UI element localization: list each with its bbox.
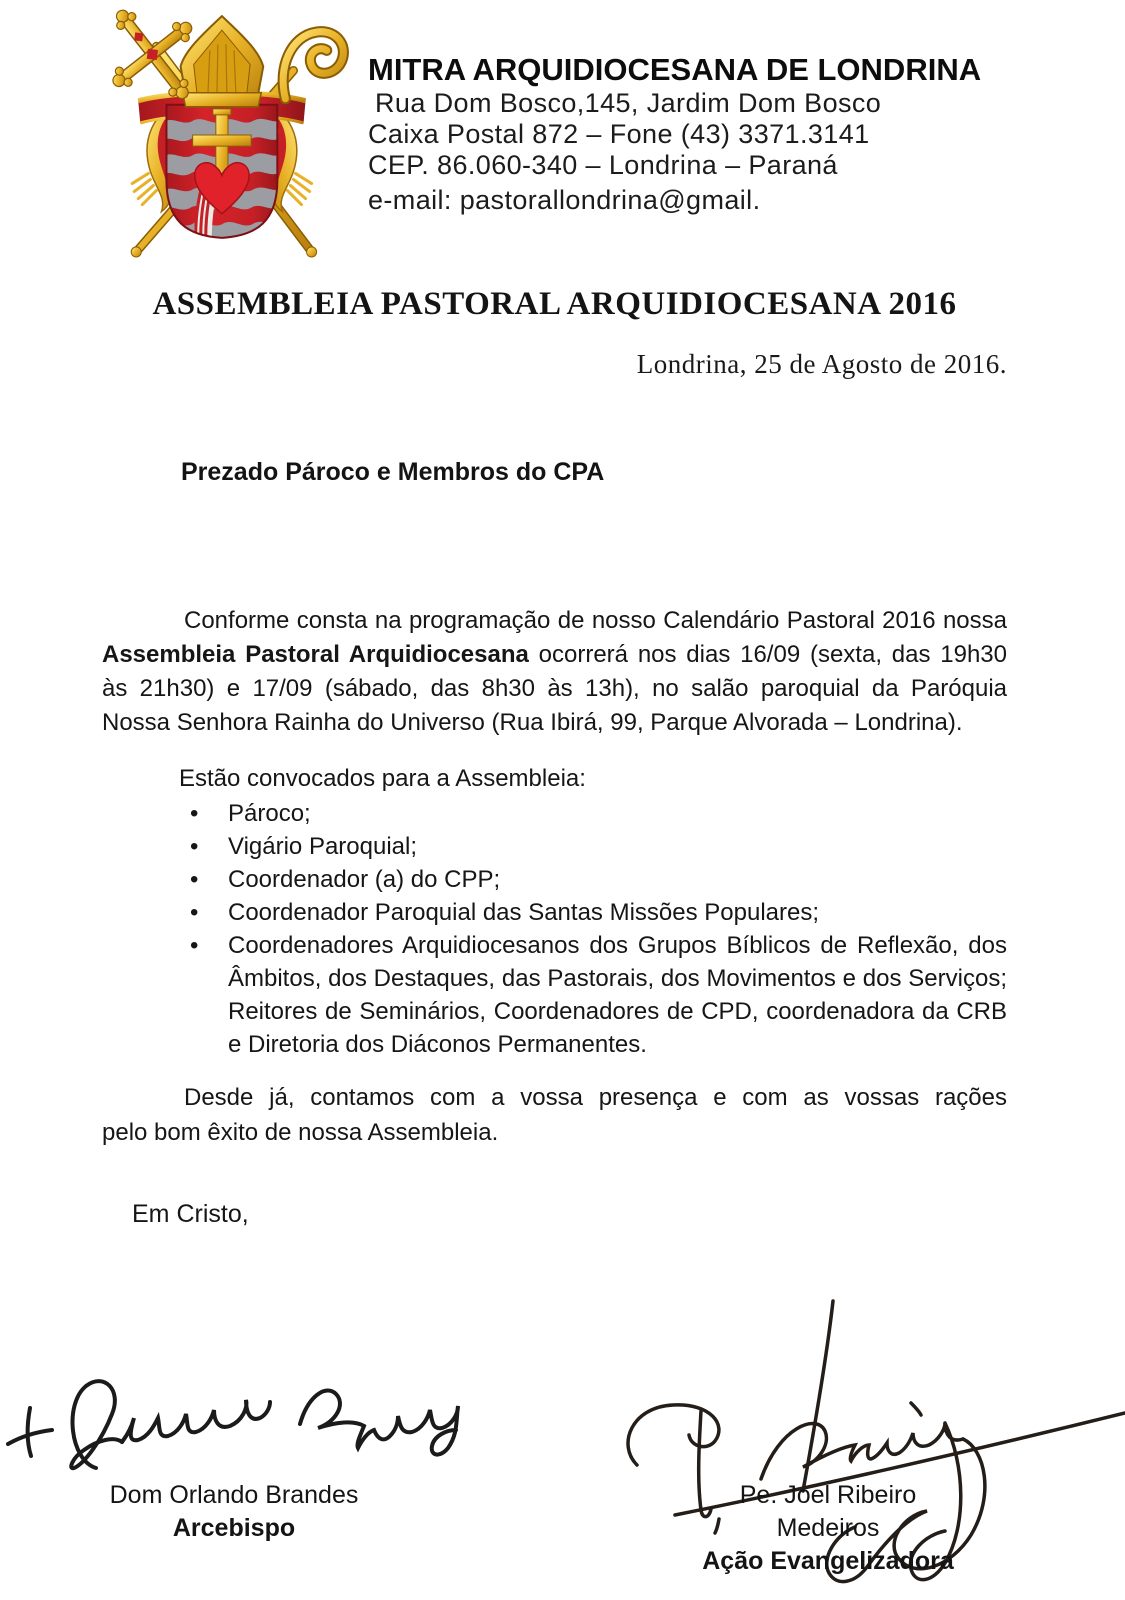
signatory-name: Dom Orlando Brandes [109,1481,359,1509]
list-item [102,830,1007,863]
email-line: e-mail: pastorallondrina@gmail. [368,185,761,215]
closing-line-1: Desde já, contamos com a vossa presença e com as vossas rações [184,1084,1007,1111]
bullet-icon: • [190,866,199,893]
paragraph-lead: Conforme consta na programação de nosso Calendário Pastoral 2016 nossa [184,607,1007,634]
closing-line-2: pelo bom êxito de nossa Assembleia. [102,1119,499,1146]
paragraph-convocation [102,604,1007,740]
address-line-1: Rua Dom Bosco,145, Jardim Dom Bosco [375,88,882,118]
list-intro: Estão convocados para a Assembleia: [179,765,586,792]
list-item-text: Coordenadores Arquidiocesanos dos Grupos Bíblicos de Reflexão, dos Âmbitos, dos Destaques, das Pastorais, dos Movimentos e dos Serviços; Reitores de Seminários, Coordenadores de CPD, coordenadora da CRB e Diretoria dos Diáconos Permanentes. [228,932,1007,1058]
list-item [102,863,1007,896]
list-item [102,929,1007,1061]
valediction: Em Cristo, [132,1200,249,1228]
crozier [283,32,343,99]
list-item [102,896,1007,929]
bullet-icon: • [190,800,199,827]
bullet-icon: • [190,833,199,860]
list-item-text: Coordenador (a) do CPP; [228,866,501,893]
signatory-role: Ação Evangelizadora [702,1547,954,1575]
mitre [181,16,264,107]
list-item-text: Vigário Paroquial; [228,833,418,860]
letterhead [368,52,988,216]
bullet-icon: • [190,932,199,959]
paragraph-rest: ocorrerá nos dias 16/09 (sexta, das 19h30 às 21h30) e 17/09 (sábado, das 8h30 às 13h), no salão paroquial da Paróquia Nossa Senhora Rainha do Universo (Rua Ibirá, 99, Parque Alvorada – Londrina). [102,641,1007,736]
signatory-right [688,1479,968,1578]
dateline: Londrina, 25 de Agosto de 2016. [636,349,1007,379]
salutation: Prezado Pároco e Membros do CPA [181,458,605,486]
address-line-2: Caixa Postal 872 – Fone (43) 3371.3141 [368,119,870,149]
list-item-text: Coordenador Paroquial das Santas Missões Populares; [228,899,820,926]
convoked-list [102,797,1007,1061]
org-name: MITRA ARQUIDIOCESANA DE LONDRINA [368,52,982,87]
signatory-role: Arcebispo [172,1514,296,1542]
paragraph-emphasis: Assembleia Pastoral Arquidiocesana [102,641,529,668]
signature-left-handwriting [0,1360,470,1490]
list-item-text: Pároco; [228,800,311,827]
document-title: ASSEMBLEIA PASTORAL ARQUIDIOCESANA 2016 [152,286,957,322]
signatory-name: Pe. Joel Ribeiro Medeiros [739,1481,917,1542]
archdiocese-coat-of-arms-icon [108,4,360,258]
signatory-left [104,1479,364,1545]
list-item [102,797,1007,830]
bullet-icon: • [190,899,199,926]
closing-paragraph [102,1080,1007,1150]
address-line-3: CEP. 86.060-340 – Londrina – Paraná [368,150,838,180]
